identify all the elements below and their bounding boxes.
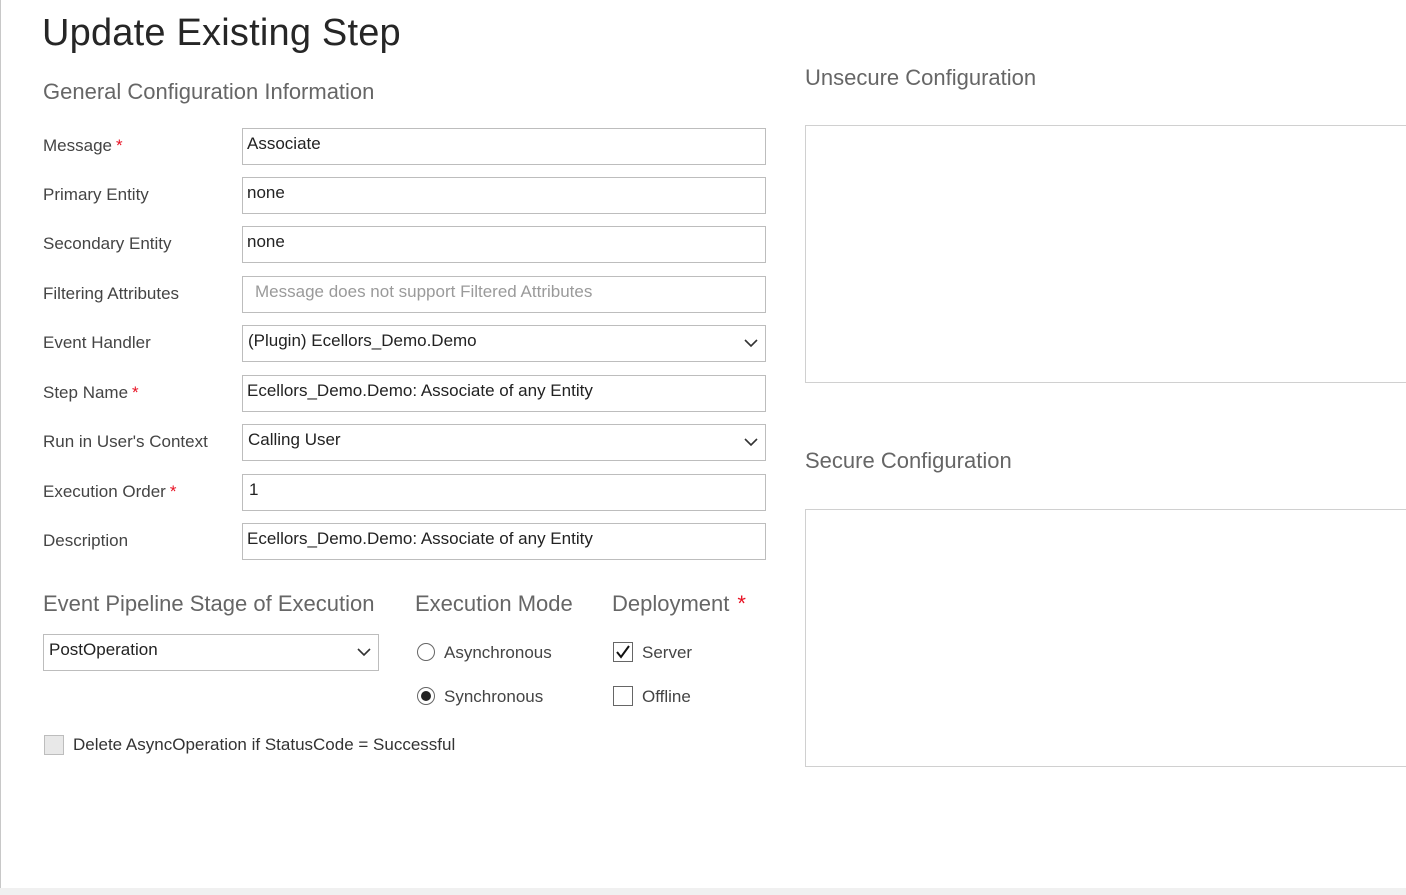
filtering-attributes-field[interactable]: Message does not support Filtered Attributes	[242, 276, 766, 313]
primary-entity-label: Primary Entity	[43, 185, 149, 204]
message-field[interactable]: Associate	[242, 128, 766, 165]
event-handler-select[interactable]	[242, 325, 766, 362]
required-marker: *	[115, 136, 123, 155]
required-marker: *	[132, 383, 139, 402]
run-context-row	[43, 424, 766, 460]
unsecure-config-textarea[interactable]	[805, 125, 1406, 383]
execution-mode-heading: Execution Mode	[415, 591, 573, 616]
message-row	[43, 128, 766, 164]
run-context-label: Run in User's Context	[43, 432, 208, 451]
pipeline-stage-heading: Event Pipeline Stage of Execution	[43, 591, 375, 616]
step-name-field[interactable]: Ecellors_Demo.Demo: Associate of any Entity	[242, 375, 766, 412]
delete-async-label: Delete AsyncOperation if StatusCode = Successful	[73, 735, 456, 754]
asynchronous-radio[interactable]	[417, 643, 435, 661]
execution-order-row	[43, 474, 766, 510]
secondary-entity-row	[43, 226, 766, 262]
description-row	[43, 523, 766, 559]
chevron-down-icon	[744, 435, 758, 449]
server-label: Server	[642, 643, 693, 662]
deployment-heading: Deployment *	[612, 591, 746, 616]
filtering-attributes-row	[43, 276, 766, 312]
secure-config-heading: Secure Configuration	[805, 448, 1012, 473]
synchronous-radio[interactable]	[417, 687, 435, 705]
offline-checkbox[interactable]	[613, 686, 633, 706]
unsecure-config-heading: Unsecure Configuration	[805, 65, 1037, 90]
window-left-edge	[0, 0, 1, 888]
pipeline-stage-value: PostOperation	[49, 640, 158, 659]
message-label: Message *	[43, 136, 123, 155]
event-handler-row	[43, 325, 766, 361]
secure-config-textarea[interactable]	[805, 509, 1406, 767]
checkmark-icon	[615, 644, 631, 660]
required-marker: *	[169, 482, 177, 501]
description-label: Description	[43, 531, 129, 550]
primary-entity-field[interactable]: none	[242, 177, 766, 214]
bottom-bar	[0, 888, 1406, 895]
execution-order-field[interactable]: 1	[242, 474, 766, 511]
delete-async-checkbox[interactable]	[44, 735, 64, 755]
page-title: Update Existing Step	[42, 12, 401, 54]
chevron-down-icon	[357, 645, 371, 659]
description-field[interactable]: Ecellors_Demo.Demo: Associate of any Entity	[242, 523, 766, 560]
required-marker: *	[737, 591, 746, 616]
secondary-entity-field[interactable]: none	[242, 226, 766, 263]
run-context-value: Calling User	[248, 430, 341, 449]
step-name-label: Step Name *	[43, 383, 139, 402]
radio-selected-dot	[421, 691, 431, 701]
step-name-row	[43, 375, 766, 411]
run-context-select[interactable]	[242, 424, 766, 461]
filtering-attributes-label: Filtering Attributes	[43, 284, 180, 303]
offline-label: Offline	[642, 687, 691, 706]
pipeline-stage-select[interactable]	[43, 634, 379, 671]
server-checkbox[interactable]	[613, 642, 633, 662]
event-handler-label: Event Handler	[43, 333, 151, 352]
execution-order-label: Execution Order *	[43, 482, 177, 501]
event-handler-value: (Plugin) Ecellors_Demo.Demo	[248, 331, 477, 350]
primary-entity-row	[43, 177, 766, 213]
secondary-entity-label: Secondary Entity	[43, 234, 172, 253]
synchronous-label: Synchronous	[444, 687, 544, 706]
chevron-down-icon	[744, 336, 758, 350]
asynchronous-label: Asynchronous	[444, 643, 552, 662]
general-config-heading: General Configuration Information	[43, 79, 375, 104]
